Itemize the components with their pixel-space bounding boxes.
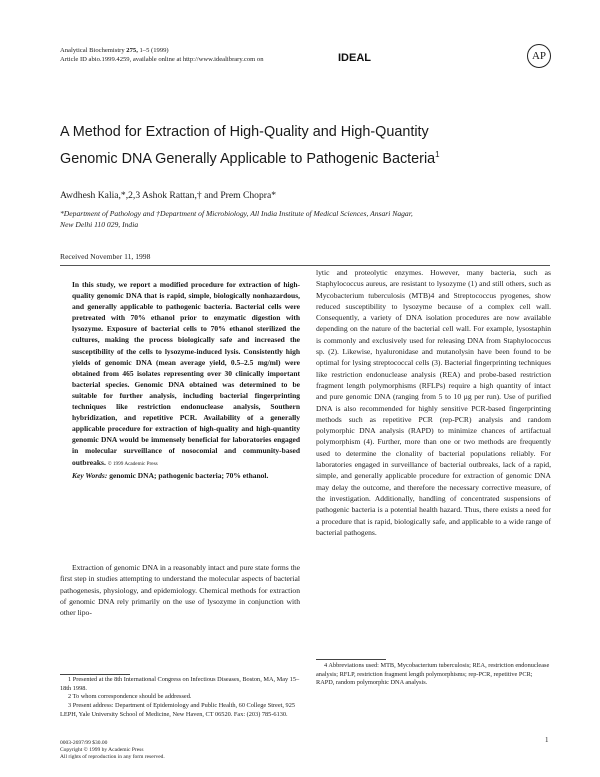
affiliation-line-1: *Department of Pathology and †Department of Microbiology, All India Institute of Medical Sciences, Ansari Nagar,	[60, 209, 413, 218]
right-column-body: lytic and proteolytic enzymes. However, many bacteria, such as Staphylococcus aureus, are resistant to lysozyme (1) and still others, such as Mycobacterium tuberculosis (MTB)4 and Streptococcus pyogenes, show reduced susceptibility to lysozyme because of a complex cell wall. Consequently, a variety of DNA isolation procedures are now available depending on the nature of the bacterial cell wall. For example, lysostaphin is commonly and exclusively used for releasing DNA from Staphylococcus sp. (2). Likewise, hyaluronidase and mutanolysin have been found to be optimal for lysing streptococcal cells (3). Bacterial fingerprinting techniques like restriction endonuclease analysis (REA) and probe-based restriction fragment length polymorphisms (RFLPs) require a high quantity of intact and pure genomic DNA (ranging from 5 to 10 μg per run). Use of purified DNA is also recommended for highly sensitive PCR-based fingerprinting methods such as repetitive PCR (rep-PCR) analysis and random polymorphic DNA analysis (RAPD) to minimize chances of artifactual polymorphism (4). Further, more than one or two methods are frequently used to determine the clonality of bacterial populations reliably. For laboratories engaged in surveillance of bacterial outbreaks, lack of a rapid, simple, and generally applicable procedure for extraction of genomic DNA may delay the outcome, and therefore the necessary corrective measure, of the investigation. Additionally, handling of concentrated suspensions of pathogenic bacteria is a potential health hazard. Thus, there exists a need for a procedure that is rapid, biologically safe, and applicable to a wide range of bacterial pathogens.	[316, 268, 551, 537]
footnote-1: 1 Presented at the 8th International Congress on Infectious Diseases, Boston, MA, May 15–18th 1998.	[60, 676, 300, 692]
copyright-line-1: 0003-2697/99 $30.00	[60, 740, 108, 746]
footnote-4: 4 Abbreviations used: MTB, Mycobacterium tuberculosis; REA, restriction endonuclease analysis; RFLP, restriction fragment length polymorphisms; rep-PCR, repetitive PCR; RAPD, random polymorphic DNA analysis.	[316, 662, 550, 687]
academic-press-logo-icon: AP	[527, 44, 551, 68]
section-divider	[60, 265, 550, 266]
footnote-divider-right	[316, 659, 386, 660]
footnote-2: 2 To whom correspondence should be addressed.	[68, 693, 192, 701]
key-words-text: genomic DNA; pathogenic bacteria; 70% ethanol.	[109, 470, 269, 480]
affiliation-line-2: New Delhi 110 029, India	[60, 220, 139, 230]
intro-paragraph: Extraction of genomic DNA in a reasonably intact and pure state forms the first step in studies attempting to understand the molecular aspects of bacterial pathogenesis, physiology, and epidemiology. Chemical methods for extraction of genomic DNA rely primarily on the use of lysozyme in conjunction with other lipo-	[60, 563, 300, 618]
abstract	[60, 279, 300, 481]
footnotes-left	[60, 676, 300, 720]
footnote-divider-left	[60, 674, 130, 675]
title-text: A Method for Extraction of High-Quality and High-Quantity Genomic DNA Generally Applicable to Pathogenic Bacteria	[60, 124, 436, 167]
key-words	[60, 470, 300, 481]
key-words-label: Key Words:	[72, 470, 108, 480]
ideal-logo	[338, 50, 378, 69]
journal-pages: 1–5 (1999)	[139, 47, 169, 54]
abstract-copyright: © 1999 Academic Press	[107, 460, 158, 467]
journal-header	[60, 46, 264, 64]
title-footnote-mark: 1	[435, 149, 440, 159]
journal-volume: 275,	[126, 47, 138, 54]
article-title	[60, 122, 440, 170]
copyright-block	[60, 740, 165, 760]
introduction	[60, 562, 300, 618]
received-date: Received November 11, 1998	[60, 252, 151, 261]
page-number: 1	[545, 736, 549, 744]
journal-name: Analytical Biochemistry	[60, 47, 125, 54]
affiliations	[60, 208, 550, 231]
authors: Awdhesh Kalia,*,2,3 Ashok Rattan,† and Prem Chopra*	[60, 190, 277, 201]
ideal-logo-icon	[338, 50, 378, 64]
abstract-body: In this study, we report a modified procedure for extraction of high-quality genomic DNA that is rapid, simple, biologically nonhazardous, and generally applicable to pathogenic bacteria. Bacterial cells were pretreated with 70% ethanol prior to enzymatic digestion with lysozyme. Exposure of bacterial cells to 70% ethanol sterilized the cultures, making the process biologically safe and increased the susceptibility of the cells to lysozyme-induced lysis. Consistently high yields of genomic DNA (mean average yield, 0.5–2.5 mg/ml) were obtained from 465 isolates representing over 30 clinically important bacterial species. Genomic DNA obtained was determined to be suitable for further analysis, including bacterial fingerprinting techniques like restriction endonuclease analysis, Southern hybridization, and repetitive PCR. Availability of a generally applicable procedure for extraction of high-quality and high-quantity genomic DNA would be immensely beneficial for laboratories engaged in molecular surveillance of nosocomial and community-based outbreaks.	[72, 280, 300, 467]
footnote-3: 3 Present address: Department of Epidemiology and Public Health, 60 College Street, 925 LEPH, Yale University School of Medicine, New Haven, CT 06520. Fax: (203) 785-6130.	[60, 702, 295, 718]
copyright-line-3: All rights of reproduction in any form reserved.	[60, 753, 165, 760]
abstract-text	[60, 279, 300, 470]
copyright-line-2: Copyright © 1999 by Academic Press	[60, 746, 144, 753]
ideal-logo-text: IDEAL	[338, 52, 371, 64]
article-id[interactable]: Article ID abio.1999.4259, available online at http://www.idealibrary.com on	[60, 56, 264, 63]
